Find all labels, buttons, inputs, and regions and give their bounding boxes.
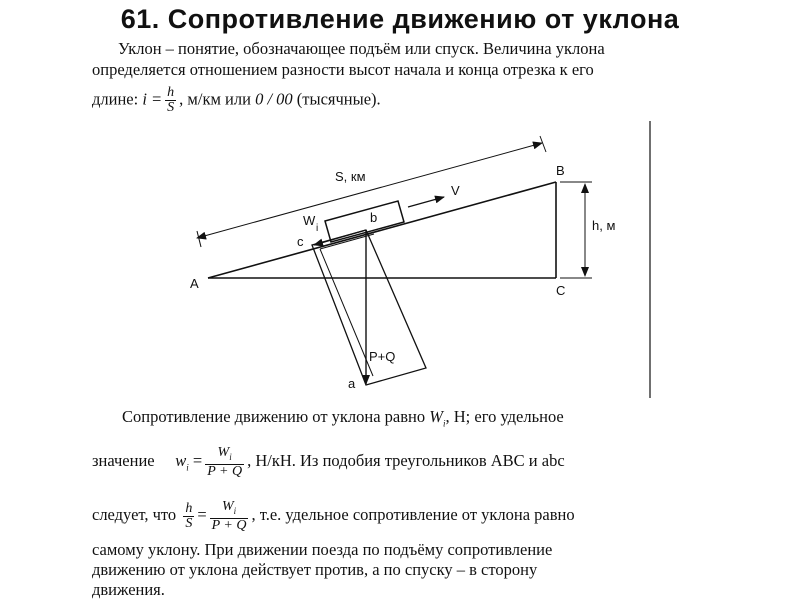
wi-symbol-sub: i bbox=[443, 418, 446, 429]
body-line-1-prefix: Сопротивление движению от уклона равно bbox=[122, 407, 426, 426]
label-w-sub: i bbox=[316, 223, 319, 234]
label-v: V bbox=[451, 183, 460, 198]
ratio-wpq-fraction bbox=[210, 500, 249, 533]
body-line-1 bbox=[122, 406, 564, 434]
train-box bbox=[325, 201, 404, 242]
slope-units: , м/км или bbox=[179, 89, 251, 109]
body-line-1-suffix: , Н; его удельное bbox=[445, 407, 564, 426]
body-line-2-prefix: значение bbox=[92, 451, 155, 471]
slope-fraction-num: h bbox=[167, 85, 175, 100]
specific-wi-symbol bbox=[175, 451, 189, 473]
ratio-hs-fraction bbox=[183, 502, 194, 531]
ratio-hs-den: S bbox=[185, 515, 193, 531]
label-b-small: b bbox=[370, 210, 378, 225]
label-c-vertex: C bbox=[556, 283, 566, 298]
force-inner-left bbox=[320, 249, 373, 376]
specific-wi-main: w bbox=[175, 451, 187, 471]
body-line-4: самому уклону. При движении поезда по подъёму сопротивление bbox=[92, 540, 553, 559]
intro-line-3-suffix: (тысячные). bbox=[296, 89, 381, 109]
label-s: S, км bbox=[335, 169, 366, 184]
label-w: W bbox=[303, 213, 316, 228]
body-line-3 bbox=[92, 500, 575, 533]
label-a-small: a bbox=[348, 376, 356, 391]
intro-line-3-prefix: длине: bbox=[92, 89, 139, 109]
slope-fraction-den: S bbox=[167, 100, 175, 115]
label-pq: P+Q bbox=[369, 349, 396, 364]
wi-symbol-main: W bbox=[429, 407, 443, 426]
s-extension-right bbox=[540, 136, 546, 152]
specific-resistance-fraction bbox=[205, 446, 244, 479]
permille-sign: 0 / 00 bbox=[255, 89, 293, 109]
intro-line-1: Уклон – понятие, обозначающее подъём или спуск. Величина уклона bbox=[118, 39, 605, 58]
specific-resistance-den: P + Q bbox=[207, 463, 243, 479]
body-line-6: движения. bbox=[92, 580, 165, 599]
specific-wi-sub: i bbox=[186, 462, 189, 473]
label-h: h, м bbox=[592, 218, 616, 233]
body-line-3-suffix: , т.е. удельное сопротивление от уклона равно bbox=[251, 505, 575, 525]
ratio-wpq-num: $W_i$ bbox=[210, 500, 249, 519]
ratio-hs-num: h bbox=[185, 500, 193, 516]
wi-symbol bbox=[429, 407, 446, 429]
body-line-3-prefix: следует, что bbox=[92, 505, 177, 525]
slope-line-ab bbox=[208, 182, 556, 278]
eq-sign-1: = bbox=[192, 451, 203, 471]
slope-formula-lhs: i = bbox=[142, 89, 163, 109]
label-b-vertex: B bbox=[556, 163, 565, 178]
label-a-vertex: A bbox=[190, 276, 199, 291]
eq-sign-2: = bbox=[197, 505, 207, 525]
velocity-arrow bbox=[408, 197, 444, 207]
ratio-wpq-den: P + Q bbox=[211, 517, 247, 533]
s-extension-left bbox=[197, 231, 201, 247]
specific-resistance-num: $W_i$ bbox=[205, 446, 244, 465]
body-line-2-suffix: , Н/кН. Из подобия треугольников ABC и abc bbox=[247, 451, 565, 471]
page-title: 61. Сопротивление движению от уклона bbox=[120, 4, 680, 34]
label-c-small: c bbox=[297, 234, 304, 249]
intro-line-2: определяется отношением разности высот начала и конца отрезка к его bbox=[92, 60, 594, 79]
body-line-5: движению от уклона действует против, а по спуску – в сторону bbox=[92, 560, 538, 579]
body-line-2 bbox=[92, 446, 565, 479]
